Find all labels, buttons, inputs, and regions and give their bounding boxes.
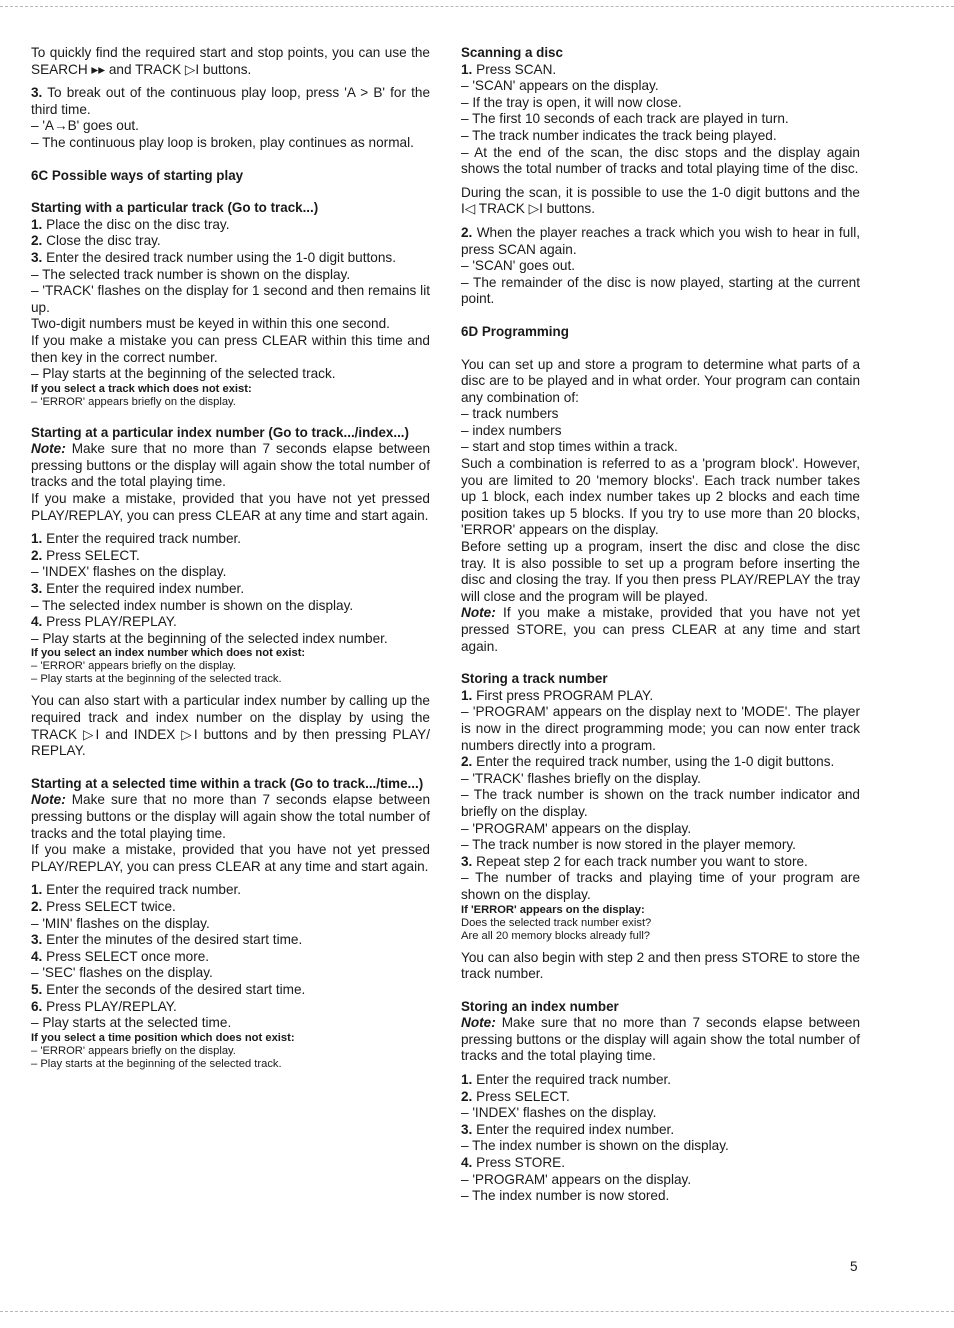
index-line-2: – The selected index number is shown on the display.	[31, 597, 354, 613]
prog-line-1: – track numbers	[461, 406, 559, 422]
index-line-3: – Play starts at the beginning of the selected index number.	[31, 630, 388, 646]
index-line-1: – 'INDEX' flashes on the display.	[31, 564, 227, 580]
st-line-6: – The number of tracks and playing time of your program are shown on the display.	[461, 870, 860, 902]
prog-line-3: – start and stop times within a track.	[461, 439, 678, 455]
time-step-2: 2. Press SELECT twice.	[31, 898, 176, 914]
track-step-3: 3. Enter the desired track number using the 1-0 digit buttons.	[31, 249, 396, 265]
track-warning-title: If you select a track which does not exist:	[31, 382, 252, 395]
time-line-1: – 'MIN' flashes on the display.	[31, 915, 210, 931]
time-line-3: – Play starts at the selected time.	[31, 1015, 232, 1031]
ab-line-1: – 'A→B' goes out.	[31, 118, 139, 134]
section-6c-heading: 6C Possible ways of starting play	[31, 167, 244, 183]
time-step-6: 6. Press PLAY/REPLAY.	[31, 998, 177, 1014]
st-step-2: 2. Enter the required track number, using the 1-0 digit buttons.	[461, 754, 835, 770]
prog-intro: You can set up and store a program to determine what parts of a disc are to be played and in what order. Your program can contain any combination of:	[461, 356, 860, 405]
st-line-4: – 'PROGRAM' appears on the display.	[461, 820, 692, 836]
scan-line-2: – If the tray is open, it will now close.	[461, 94, 682, 110]
track-line-5: – Play starts at the beginning of the selected track.	[31, 366, 336, 382]
time-step-5: 5. Enter the seconds of the desired start time.	[31, 981, 306, 997]
track-heading: Starting with a particular track (Go to track...)	[31, 200, 319, 216]
scan-edge-bottom	[0, 1311, 954, 1312]
st-line-5: – The track number is now stored in the player memory.	[461, 837, 796, 853]
st-line-2: – 'TRACK' flashes briefly on the display.	[461, 770, 701, 786]
si-note: Note: Make sure that no more than 7 seconds elapse between pressing buttons or the display will again show the total number of tracks and the total playing time.	[461, 1015, 861, 1064]
ab-line-2: – The continuous play loop is broken, play continues as normal.	[31, 134, 414, 150]
page-number: 5	[850, 1259, 858, 1274]
prog-before-paragraph: Before setting up a program, insert the disc and close the disc tray. It is also possible to set up a program before inserting the disc and closing the tray. If you then press PLAY/REPLAY the tray will close and the program will be played.	[461, 539, 860, 604]
st-step-1: 1. First press PROGRAM PLAY.	[461, 687, 654, 703]
st-line-3: – The track number is shown on the track number indicator and briefly on the display.	[461, 787, 860, 819]
time-warning-line-2: – Play starts at the beginning of the selected track.	[31, 1057, 282, 1070]
store-track-heading: Storing a track number	[461, 671, 608, 687]
index-mistake: If you make a mistake, provided that you have not yet pressed PLAY/REPLAY, you can press CLEAR at any time and start again.	[31, 491, 430, 523]
track-line-2: – 'TRACK' flashes on the display for 1 second and then remains lit up.	[31, 283, 430, 315]
st-step-3: 3. Repeat step 2 for each track number you want to store.	[461, 853, 808, 869]
index-step-3: 3. Enter the required index number.	[31, 581, 245, 597]
time-mistake: If you make a mistake, provided that you have not yet pressed PLAY/REPLAY, you can press CLEAR at any time and start again.	[31, 842, 430, 874]
time-note: Note: Make sure that no more than 7 seconds elapse between pressing buttons or the display will again show the total number of tracks and the total playing time.	[31, 792, 431, 841]
prog-block-paragraph: Such a combination is referred to as a 'program block'. However, you are limited to 20 'memory blocks'. Each track number takes up 1 block, each index number takes up 2 blocks and each time position takes up 5 blocks. If you try to use more than 20 blocks, 'ERROR' appears on the display.	[461, 456, 860, 538]
st-warning-line-2: Are all 20 memory blocks already full?	[461, 929, 651, 942]
time-step-3: 3. Enter the minutes of the desired start time.	[31, 932, 303, 948]
index-step-1: 1. Enter the required track number.	[31, 531, 242, 547]
track-line-4: If you make a mistake you can press CLEAR within this time and then key in the correct number.	[31, 332, 430, 365]
section-6d-heading: 6D Programming	[461, 323, 569, 339]
si-line-3: – 'PROGRAM' appears on the display.	[461, 1171, 692, 1187]
scan-step-2: 2. When the player reaches a track which you wish to hear in full, press SCAN again.	[461, 224, 861, 257]
si-line-1: – 'INDEX' flashes on the display.	[461, 1105, 657, 1121]
index-note: Note: Make sure that no more than 7 seconds elapse between pressing buttons or the display will again show the total number of tracks and the total playing time.	[31, 441, 431, 490]
st-also: You can also begin with step 2 and then press STORE to store the track number.	[461, 949, 860, 982]
index-also-paragraph: You can also start with a particular index number by calling up the required track and index number on the display by using the TRACK ▷I and INDEX ▷I buttons and by then pressing PLAY/ REPLAY.	[31, 693, 430, 759]
track-line-1: – The selected track number is shown on the display.	[31, 266, 351, 282]
scan-line-4: – The track number indicates the track being played.	[461, 127, 777, 143]
index-heading: Starting at a particular index number (Go to track.../index...)	[31, 424, 409, 440]
scan-edge-top	[0, 6, 954, 7]
si-step-4: 4. Press STORE.	[461, 1155, 566, 1171]
scan-line-1: – 'SCAN' appears on the display.	[461, 78, 659, 94]
st-warning-title: If 'ERROR' appears on the display:	[461, 903, 645, 916]
ab-step-3: 3. To break out of the continuous play loop, press 'A > B' for the third time.	[31, 85, 431, 117]
track-step-1: 1. Place the disc on the disc tray.	[31, 216, 230, 232]
scan-step-1: 1. Press SCAN.	[461, 61, 557, 77]
scan-line-6: – 'SCAN' goes out.	[461, 258, 576, 274]
scan-line-7: – The remainder of the disc is now played, starting at the current point.	[461, 274, 860, 307]
intro-paragraph: To quickly find the required start and stop points, you can use the SEARCH ▸▸ and TRACK ▷I buttons.	[31, 45, 430, 77]
prog-note: Note: If you make a mistake, provided that you have not yet pressed STORE, you can press CLEAR at any time and start again.	[461, 605, 860, 654]
prog-line-2: – index numbers	[461, 422, 562, 438]
index-warning-line-2: – Play starts at the beginning of the selected track.	[31, 673, 282, 686]
si-step-2: 2. Press SELECT.	[461, 1088, 570, 1104]
index-step-2: 2. Press SELECT.	[31, 547, 140, 563]
st-warning-line-1: Does the selected track number exist?	[461, 916, 652, 929]
time-heading: Starting at a selected time within a track (Go to track.../time...)	[31, 775, 424, 791]
time-line-2: – 'SEC' flashes on the display.	[31, 965, 213, 981]
left-column	[31, 45, 430, 1071]
scan-line-3: – The first 10 seconds of each track are played in turn.	[461, 111, 789, 127]
index-warning-line-1: – 'ERROR' appears briefly on the display.	[31, 660, 236, 673]
si-step-3: 3. Enter the required index number.	[461, 1121, 675, 1137]
index-step-4: 4. Press PLAY/REPLAY.	[31, 614, 177, 630]
st-line-1: – 'PROGRAM' appears on the display next to 'MODE'. The player is now in the direct programming mode; you can now enter track numbers directly into a program.	[461, 704, 860, 753]
time-warning-line-1: – 'ERROR' appears briefly on the display.	[31, 1044, 236, 1057]
scan-during: During the scan, it is possible to use the 1-0 digit buttons and the I◁ TRACK ▷I buttons.	[461, 184, 860, 217]
si-line-4: – The index number is now stored.	[461, 1188, 670, 1204]
time-step-4: 4. Press SELECT once more.	[31, 948, 210, 964]
index-warning-title: If you select an index number which does not exist:	[31, 647, 306, 660]
scan-line-5: – At the end of the scan, the disc stops and the display again shows the total number of tracks and total playing time of the disc.	[461, 144, 860, 177]
track-warning-line: – 'ERROR' appears briefly on the display.	[31, 395, 236, 408]
si-line-2: – The index number is shown on the display.	[461, 1138, 729, 1154]
si-step-1: 1. Enter the required track number.	[461, 1072, 672, 1088]
right-column	[461, 45, 860, 1205]
store-index-heading: Storing an index number	[461, 998, 619, 1014]
time-step-1: 1. Enter the required track number.	[31, 882, 242, 898]
track-step-2: 2. Close the disc tray.	[31, 233, 161, 249]
time-warning-title: If you select a time position which does not exist:	[31, 1031, 295, 1044]
scan-heading: Scanning a disc	[461, 45, 563, 60]
track-line-3: Two-digit numbers must be keyed in within this one second.	[31, 316, 390, 332]
